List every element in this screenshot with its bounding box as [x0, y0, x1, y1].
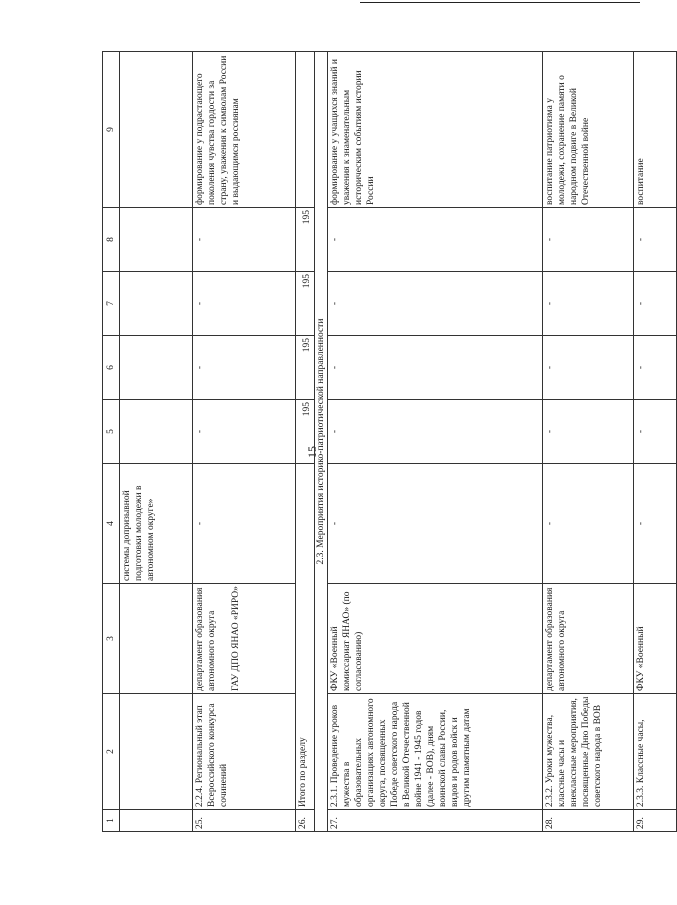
cell-total-col5: 195	[296, 400, 315, 464]
top-rule	[360, 2, 640, 3]
cell-total-col8: 195	[296, 208, 315, 272]
header-col-3: 3	[103, 584, 120, 694]
header-col-4: 4	[103, 464, 120, 584]
header-col-8: 8	[103, 208, 120, 272]
cell-col7: -	[193, 272, 296, 336]
cell-col4: -	[543, 464, 634, 584]
cell-no: 25.	[193, 810, 296, 832]
cell-col7	[120, 272, 193, 336]
cell-col7: -	[634, 272, 677, 336]
cell-result: формирование у учащихся знаний и уважения к знаменательным историческим событиям истории России	[328, 52, 543, 208]
cell-col8: -	[634, 208, 677, 272]
cell-result	[120, 52, 193, 208]
cell-name: 2.2.4. Региональный этап Всероссийского конкурса сочинений	[193, 694, 296, 810]
page-number: 15	[305, 446, 319, 458]
cell-col5: -	[328, 400, 543, 464]
cell-name: 2.3.3. Классные часы,	[634, 694, 677, 810]
cell-total-col6: 195	[296, 336, 315, 400]
cell-col4: -	[193, 464, 296, 584]
cell-name: 2.3.1. Проведение уроков мужества в образовательных организациях автономного округа, посвященных Победе советского народа в Великой Отечественной войне 1941 - 1945 годов (далее - ВОВ), дням воинской славы России, видов и родов войск и другим памятным датам	[328, 694, 543, 810]
cell-executor: департамент образования автономного округа	[543, 584, 634, 694]
header-col-9: 9	[103, 52, 120, 208]
cell-total-label: Итого по разделу	[296, 464, 315, 810]
table-row-28	[543, 52, 634, 832]
header-col-7: 7	[103, 272, 120, 336]
cell-col4: -	[328, 464, 543, 584]
cell-name: 2.3.2. Уроки мужества, классные часы и внеклассные мероприятия, посвященные Дню Победы советского народа в ВОВ	[543, 694, 634, 810]
table-container	[102, 52, 646, 832]
cell-col5: -	[193, 400, 296, 464]
cell-col7: -	[328, 272, 543, 336]
cell-result: формирование у подрастающего поколения чувства гордости за страну, уважения к символам России и выдающимся россиянам	[193, 52, 296, 208]
cell-col8: -	[328, 208, 543, 272]
cell-col8: -	[543, 208, 634, 272]
cell-col5: -	[634, 400, 677, 464]
table-row-26-total	[296, 52, 315, 832]
cell-result: воспитание патриотизма у молодежи, сохранение памяти о народном подвиге в Великой Отечественной войне	[543, 52, 634, 208]
cell-no: 26.	[296, 810, 315, 832]
cell-col7: -	[543, 272, 634, 336]
cell-executor: департамент образования автономного округа ГАУ ДПО ЯНАО «РИРО»	[193, 584, 296, 694]
cell-col4: системы допризывной подготовки молодежи в автономном округе»	[120, 464, 193, 584]
header-col-6: 6	[103, 336, 120, 400]
section-heading: 2.3. Мероприятия историко-патриотической направленности	[315, 52, 328, 832]
cell-no: 29.	[634, 810, 677, 832]
section-row	[315, 52, 328, 832]
table-row-continuation	[120, 52, 193, 832]
cell-no: 28.	[543, 810, 634, 832]
cell-name	[120, 694, 193, 810]
header-col-2: 2	[103, 694, 120, 810]
cell-col6: -	[543, 336, 634, 400]
cell-col6	[120, 336, 193, 400]
cell-no: 27.	[328, 810, 543, 832]
cell-col6: -	[328, 336, 543, 400]
cell-col6: -	[193, 336, 296, 400]
cell-col4: -	[634, 464, 677, 584]
cell-result	[296, 52, 315, 208]
table-row-27	[328, 52, 543, 832]
header-row	[103, 52, 120, 832]
cell-executor: ФКУ «Военный	[634, 584, 677, 694]
cell-col6: -	[634, 336, 677, 400]
cell-col5: -	[543, 400, 634, 464]
cell-col8	[120, 208, 193, 272]
events-table	[102, 51, 677, 832]
table-row-29	[634, 52, 677, 832]
cell-total-col7: 195	[296, 272, 315, 336]
header-col-5: 5	[103, 400, 120, 464]
rotated-sheet	[102, 52, 646, 832]
cell-executor	[120, 584, 193, 694]
cell-executor: ФКУ «Военный комиссариат ЯНАО» (по согласованию)	[328, 584, 543, 694]
header-col-1: 1	[103, 810, 120, 832]
cell-no	[120, 810, 193, 832]
cell-col8: -	[193, 208, 296, 272]
cell-result: воспитание	[634, 52, 677, 208]
table-row-25	[193, 52, 296, 832]
cell-col5	[120, 400, 193, 464]
